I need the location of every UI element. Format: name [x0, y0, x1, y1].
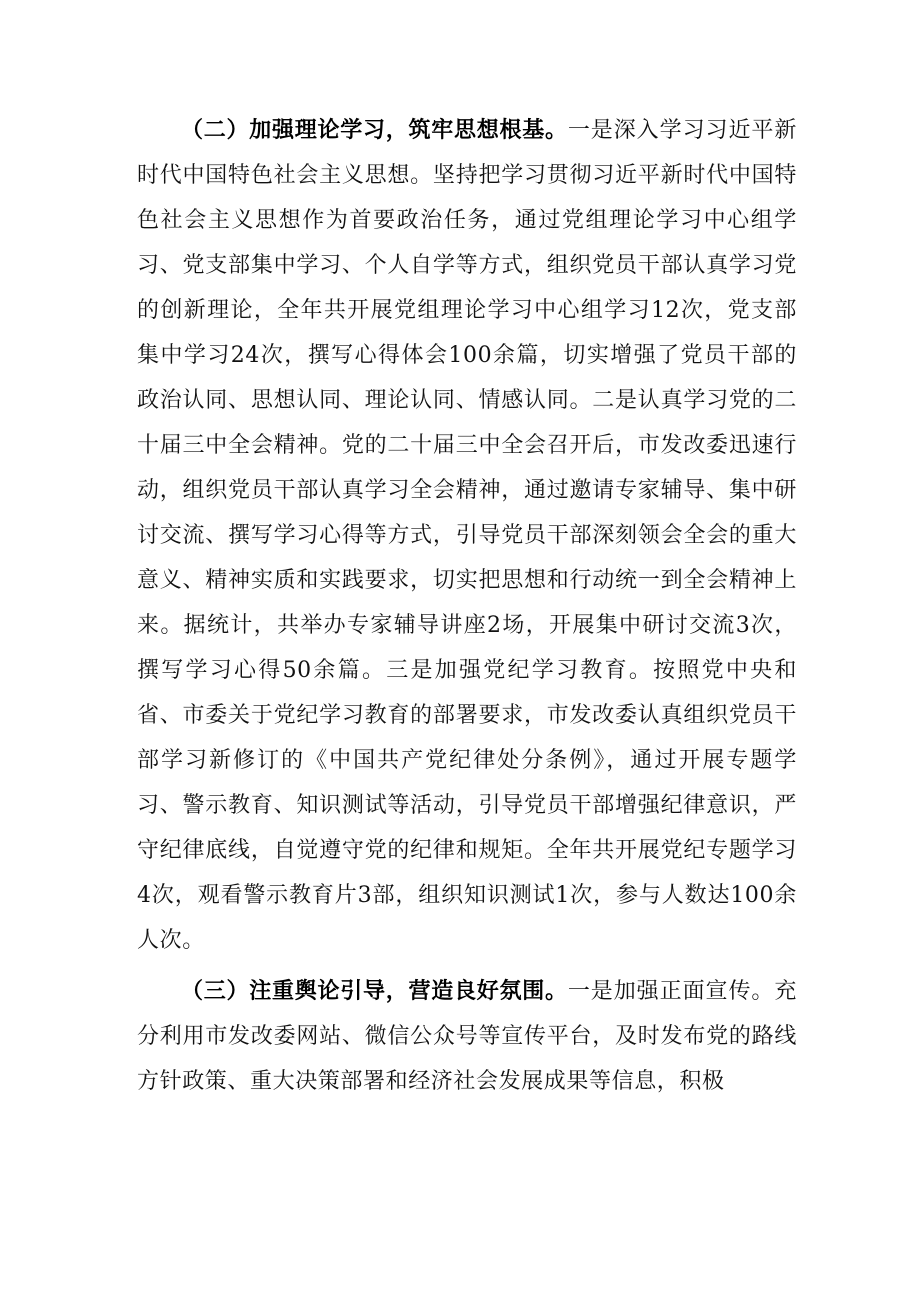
paragraph-section-2 — [137, 108, 797, 963]
section-3-text: 一是加强正面宣传。充分利用市发改委网站、微信公众号等宣传平台，及时发布党的路线方针政策、重大决策部署和经济社会发展成果等信息，积极 — [137, 979, 797, 1094]
section-3-heading: （三）注重舆论引导，营造良好氛围。 — [181, 979, 568, 1004]
document-body — [137, 108, 797, 1104]
section-2-text: 一是深入学习习近平新时代中国特色社会主义思想。坚持把学习贯彻习近平新时代中国特色社会主义思想作为首要政治任务，通过党组理论学习中心组学习、党支部集中学习、个人自学等方式，组织党员干部认真学习党的创新理论，全年共开展党组理论学习中心组学习12次，党支部集中学习24次，撰写心得体会100余篇，切实增强了党员干部的政治认同、思想认同、理论认同、情感认同。二是认真学习党的二十届三中全会精神。党的二十届三中全会召开后，市发改委迅速行动，组织党员干部认真学习全会精神，通过邀请专家辅导、集中研讨交流、撰写学习心得等方式，引导党员干部深刻领会全会的重大意义、精神实质和实践要求，切实把思想和行动统一到全会精神上来。据统计，共举办专家辅导讲座2场，开展集中研讨交流3次，撰写学习心得50余篇。三是加强党纪学习教育。按照党中央和省、市委关于党纪学习教育的部署要求，市发改委认真组织党员干部学习新修订的《中国共产党纪律处分条例》，通过开展专题学习、警示教育、知识测试等活动，引导党员干部增强纪律意识，严守纪律底线，自觉遵守党的纪律和规矩。全年共开展党纪专题学习4次，观看警示教育片3部，组织知识测试1次，参与人数达100余人次。 — [137, 118, 797, 953]
paragraph-section-3 — [137, 969, 797, 1104]
section-2-heading: （二）加强理论学习，筑牢思想根基。 — [181, 118, 568, 143]
